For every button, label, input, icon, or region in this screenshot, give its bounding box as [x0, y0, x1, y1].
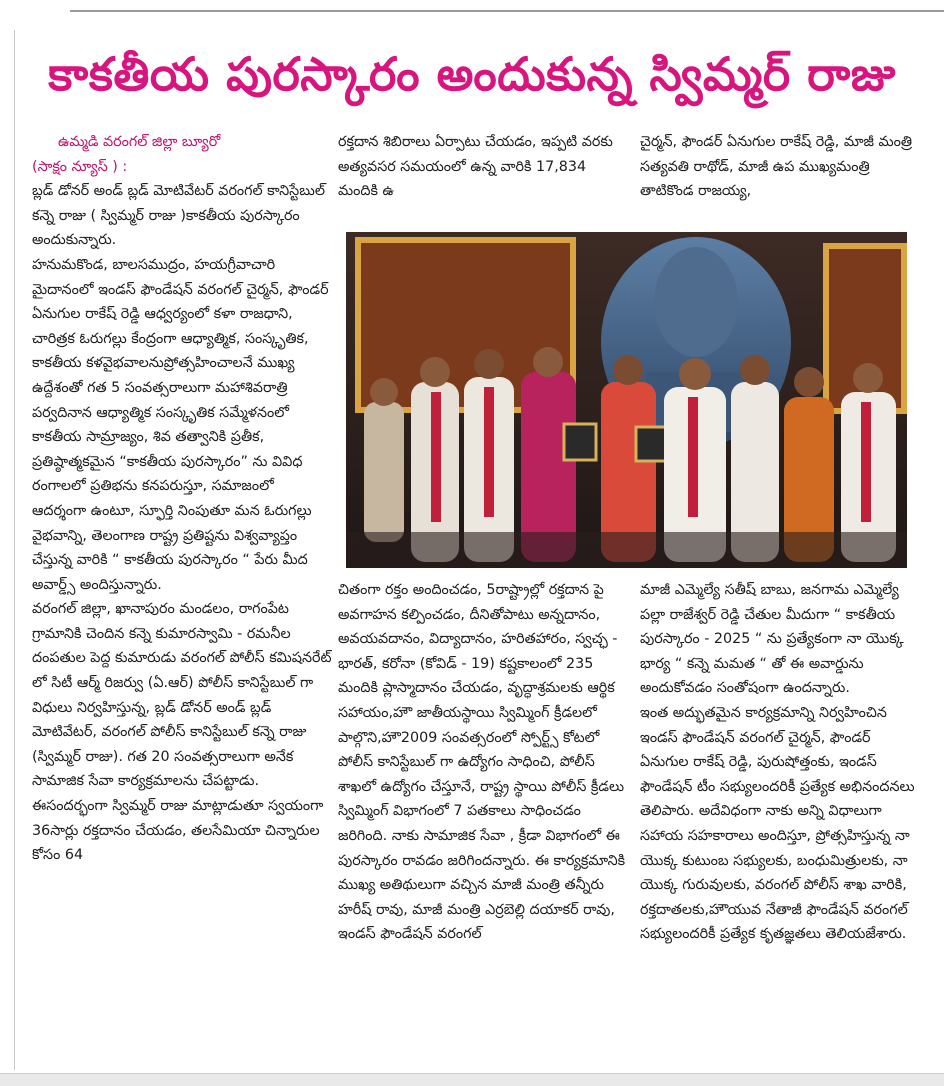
paragraph-blood-camps: రక్తదాన శిబిరాలు ఏర్పాటు చేయడం, ఇప్పటి వరకు అత్యవసర సమయంలో ఉన్న వారికి 17,834 మందికి ఉ: [338, 134, 613, 200]
paragraph-services: చితంగా రక్తం అందించడం, 5రాష్ట్రాల్లో రక్తదాన పై అవగాహన కల్పించడం, దీనితోపాటు అన్నదానం, అవయవదానం, విద్యాదానం, హరితహారం, స్వచ్ఛ - భారత్, కరోనా (కోవిడ్ - 19) కష్టకాలంలో 235 మందికి ప్లాస్మాదానం చేయడం, వృద్ధాశ్రమలకు ఆర్థిక సహాయం,హౌ జాతీయస్థాయి స్విమ్మింగ్ క్రీడలలో పాల్గొని,హౌ2009 సంవత్సరంలో స్పోర్ట్స్ కోటలో పోలీస్ కానిస్టేబుల్ గా ఉద్యోగం సాధించి, పోలీస్ శాఖలో ఉద్యోగం చేస్తూనే, రాష్ట్ర స్థాయి పోలీస్ క్రీడలు స్విమ్మింగ్ విభాగంలో 7 పతకాలు సాధించడం జరిగింది. నాకు సామాజిక సేవా , క్రీడా విభాగంలో ఈ పురస్కారం రావడం జరిగిందన్నారు. ఈ కార్యక్రమానికి ముఖ్య అతిథులుగా వచ్చిన మాజీ మంత్రి తన్నీరు హరీష్ రావు, మాజీ మంత్రి ఎర్రబెల్లి దయాకర్ రావు, ఇండస్ ఫౌండేషన్ వరంగల్: [338, 582, 626, 943]
bottom-edge: [0, 1073, 944, 1086]
article-column-3-bottom: [640, 578, 916, 1070]
byline-source: (సాక్షం న్యూస్ ) :: [32, 158, 128, 175]
paragraph-thanks: ఇంత అద్భుతమైన కార్యక్రమాన్ని నిర్వహించిన ఇండస్ ఫౌండేషన్ వరంగల్ చైర్మన్, ఫౌండర్ ఏనుగుల రాకేష్ రెడ్డి, పురుషోత్తంకు, ఇండస్ ఫౌండేషన్ టీం సభ్యులందరికీ ప్రత్యేక అభినందనలు తెలిపారు. అదేవిధంగా నాకు అన్ని విధాలుగా సహాయ సహకారాలు అందిస్తూ, ప్రోత్సహిస్తున్న నా యొక్క కుటుంబ సభ్యులకు, బంధుమిత్రులకు, నా యొక్క గురువులకు, వరంగల్ పోలీస్ శాఖ వారికి, రక్తదాతలకు,హౌయువ నేతాజీ ఫౌండేషన్ వరంగల్ సభ్యులందరికీ ప్రత్యేక కృతజ్ఞతలు తెలియజేశారు.: [640, 704, 915, 943]
paragraph-guests-top: చైర్మన్, ఫౌండర్ ఏనుగుల రాకేష్ రెడ్డి, మాజీ మంత్రి సత్యవతి రాథోడ్, మాజీ ఉప ముఖ్యమంత్రి తాటికొండ రాజయ్య,: [640, 134, 913, 200]
article-column-2-bottom: [338, 578, 630, 1070]
article-column-1: [32, 130, 332, 1070]
headline: కాకతీయ పురస్కారం అందుకున్న స్విమ్మర్ రాజు: [48, 47, 896, 101]
top-rule: [70, 10, 944, 12]
paragraph-award-received: మాజీ ఎమ్మెల్యే సతీష్ బాబు, జనగామ ఎమ్మెల్యే పల్లా రాజేశ్వర్ రెడ్డి చేతుల మీదుగా “ కాకతీయ పురస్కారం - 2025 “ ను ప్రత్యేకంగా నా యొక్క భార్య “ కన్నె మమత “ తో ఈ అవార్డును అందుకోవడం సంతోషంగా ఉందన్నారు.: [640, 582, 904, 697]
award-ceremony-photo: [346, 232, 907, 568]
byline: ఉమ్మడి వరంగల్ జిల్లా బ్యూరో: [58, 134, 221, 150]
paragraph-intro: బ్లడ్ డోనర్ అండ్ బ్లడ్ మోటివేటర్ వరంగల్ కానిస్టేబుల్ కన్నె రాజు ( స్విమ్మర్ రాజు )కాకతీయ పురస్కారం అందుకున్నారు.: [32, 183, 326, 249]
article-column-3-top: [640, 130, 915, 226]
left-column-rule: [14, 30, 15, 1070]
paragraph-profile: వరంగల్ జిల్లా, ఖానాపురం మండలం, రాగంపేట గ్రామానికి చెందిన కన్నె కుమారస్వామి - రమనీల దంపతుల పెద్ద కుమారుడు వరంగల్ పోలీస్ కమిషనరేట్ లో సిటీ ఆర్మ్ రిజర్వు (ఏ.ఆర్) పోలీస్ కానిస్టేబుల్ గా విధులు నిర్వహిస్తున్న, బ్లడ్ డోనర్ అండ్ బ్లడ్ మోటివేటర్, వరంగల్ పోలీస్ కానిస్టేబుల్ కన్నె రాజు (స్విమ్మర్ రాజు). గత 20 సంవత్సరాలుగా అనేక సామాజిక సేవా కార్యక్రమాలను చేపట్టాడు. ఈసందర్భంగా స్విమ్మర్ రాజు మాట్లాడుతూ స్వయంగా 36సార్లు రక్తదానం చేయడం, తలసేమియా చిన్నారుల కోసం 64: [32, 601, 332, 864]
article-column-2-top: [338, 130, 628, 226]
paragraph-event: హనుమకొండ, బాలసముద్రం, హయగ్రీవాచారి మైదానంలో ఇండస్ ఫౌండేషన్ వరంగల్ చైర్మన్, ఫౌండర్ ఏనుగుల రాకేష్ రెడ్డి ఆధ్వర్యంలో కళా రాజధాని, చారిత్రక ఓరుగల్లు కేంద్రంగా ఆధ్యాత్మిక, సంస్కృతిక, కాకతీయ కళవైభవాలనుప్రోత్సహించాలనే ముఖ్య ఉద్దేశంతో గత 5 సంవత్సరాలుగా మహాశివరాత్రి పర్వదినాన ఆధ్యాత్మిక సంస్కృతిక సమ్మేళనంలో కాకతీయ సామ్రాజ్యం, శివ తత్వానికి ప్రతీక, ప్రతిష్ఠాత్మకమైన “కాకతీయ పురస్కారం” ను వివిధ రంగాలలో ప్రతిభను కనపరుస్తూ, సమాజంలో ఆదర్శంగా ఉంటూ, స్ఫూర్తి నింపుతూ మన ఓరుగల్లు వైభవాన్ని, తెలంగాణ రాష్ట్ర ప్రతిష్టను విశ్వవ్యాప్తం చేస్తున్న వారికి “ కాకతీయ పురస్కారం “ పేరు మీద అవార్డ్స్ అందిస్తున్నారు.: [32, 256, 329, 593]
